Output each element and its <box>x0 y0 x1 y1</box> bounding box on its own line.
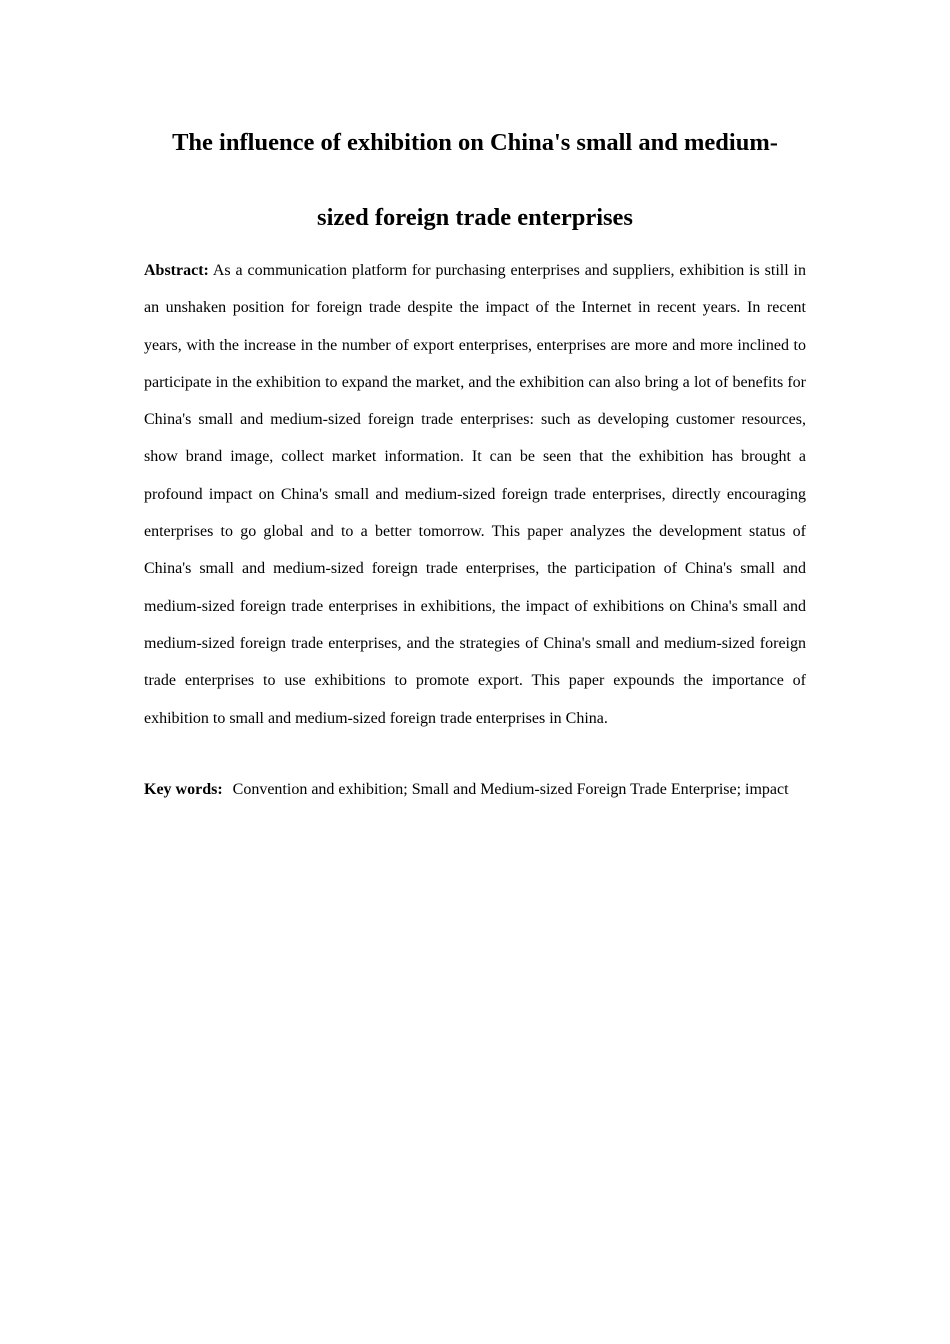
abstract-label: Abstract: <box>144 262 209 279</box>
keywords-paragraph <box>144 772 806 808</box>
keywords-label: Key words: <box>144 781 223 798</box>
paper-title-line-1: The influence of exhibition on China's small and medium- <box>172 129 778 156</box>
paper-title-line-2: sized foreign trade enterprises <box>317 204 633 231</box>
abstract-text: As a communication platform for purchasing enterprises and suppliers, exhibition is still in an unshaken position for foreign trade despite the impact of the Internet in recent years. In recent years, with the increase in the number of export enterprises, enterprises are more and more inclined to participate in the exhibition to expand the market, and the exhibition can also bring a lot of benefits for China's small and medium-sized foreign trade enterprises: such as developing customer resources, show brand image, collect market information. It can be seen that the exhibition has brought a profound impact on China's small and medium-sized foreign trade enterprises, directly encouraging enterprises to go global and to a better tomorrow. This paper analyzes the development status of China's small and medium-sized foreign trade enterprises, the participation of China's small and medium-sized foreign trade enterprises in exhibitions, the impact of exhibitions on China's small and medium-sized foreign trade enterprises, and the strategies of China's small and medium-sized foreign trade enterprises to use exhibitions to promote export. This paper expounds the importance of exhibition to small and medium-sized foreign trade enterprises in China. <box>144 262 806 727</box>
abstract-paragraph <box>144 252 806 737</box>
keywords-text: Convention and exhibition; Small and Medium-sized Foreign Trade Enterprise; impact <box>232 781 789 798</box>
